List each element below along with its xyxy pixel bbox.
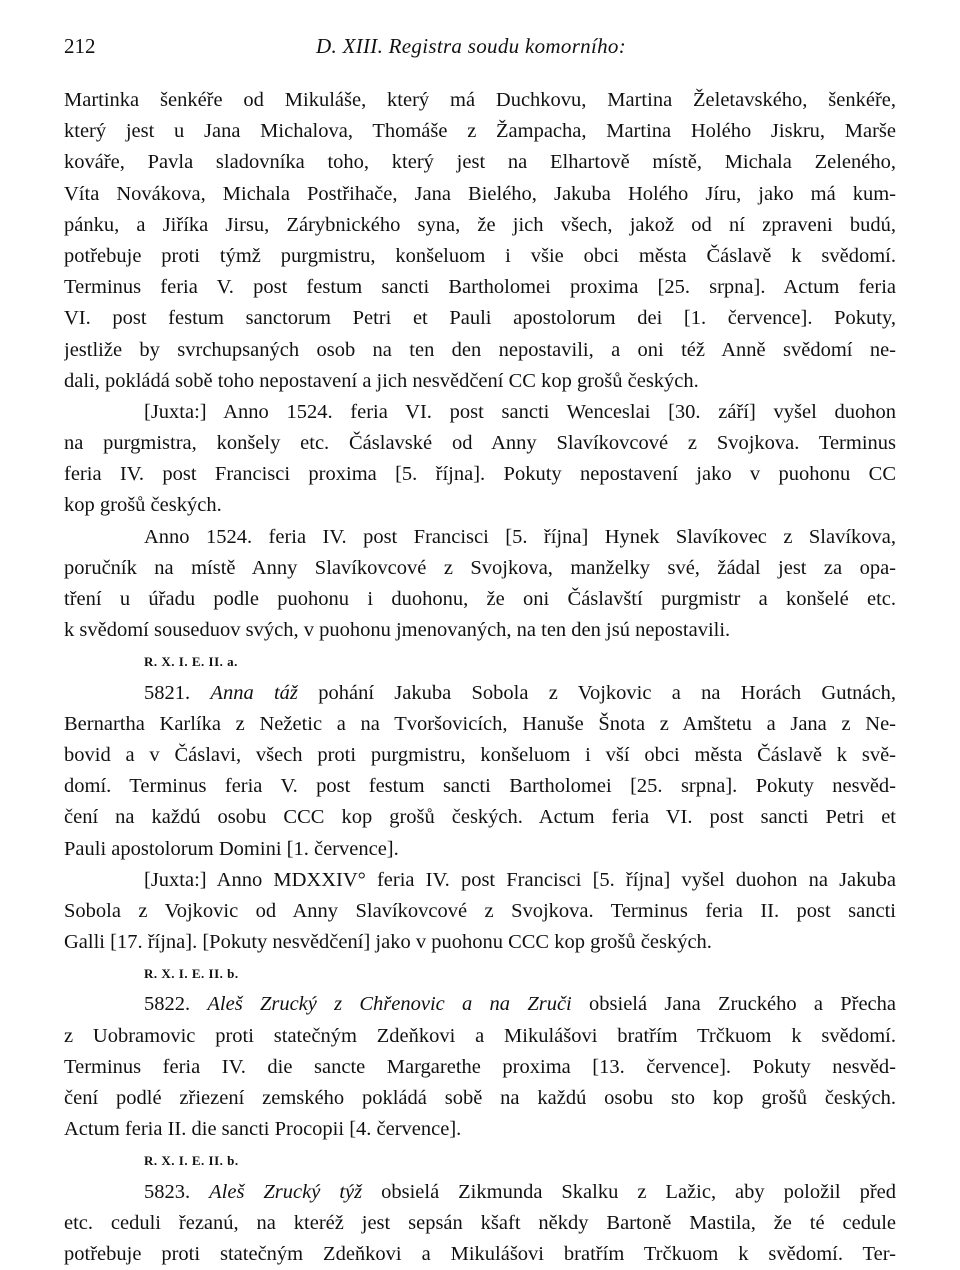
text-line: [Juxta:] Anno 1524. feria VI. post sancti Wenceslai [30. září] vyšel duohon <box>144 400 896 423</box>
page-header <box>64 34 896 66</box>
entry-5823-heading <box>64 1177 896 1208</box>
text-line: Actum feria II. die sancti Procopii [4. července]. <box>64 1118 462 1141</box>
entry-5823-rest: obsielá Zikmunda Skalku z Lažic, aby položil před <box>362 1180 896 1203</box>
text-line: feria IV. post Francisci proxima [5. října]. Pokuty nepostavení jako v puohonu CC <box>64 463 896 486</box>
archive-signature: R. X. I. E. II. b. <box>144 1153 239 1169</box>
text-line: [Juxta:] Anno MDXXIV° feria IV. post Francisci [5. října] vyšel duohon na Jakuba <box>144 868 896 891</box>
text-line: Bernartha Karlíka z Nežetic a na Tvoršovicích, Hanuše Šnota z Amštetu a Jana z Ne- <box>64 712 896 735</box>
text-line: poručník na místě Anny Slavíkovcové z Svojkova, manželky své, žádal jest za opa- <box>64 556 896 579</box>
page-number: 212 <box>64 34 96 58</box>
archive-signature: R. X. I. E. II. b. <box>144 966 239 982</box>
text-line: Martinka šenkéře od Mikuláše, který má Duchkovu, Martina Želetavského, šenkéře, <box>64 89 896 111</box>
text-line: kop grošů českých. <box>64 494 222 517</box>
entry-5823-number: 5823. <box>144 1180 210 1203</box>
text-line: k svědomí souseduov svých, v puohonu jmenovaných, na ten den jsú nepostavili. <box>64 619 731 642</box>
entry-5821-name: Anna táž <box>210 681 298 704</box>
text-line: Terminus feria V. post festum sancti Bartholomei proxima [25. srpna]. Actum feria <box>64 276 896 299</box>
text-line: bovid a v Čáslavi, všech proti purgmistru, konšeluom i vší obci města Čáslavě k svě- <box>64 743 896 766</box>
entry-5822-name: Aleš Zrucký z Chřenovic a na Zruči <box>207 993 572 1016</box>
text-line: potřebuje proti statečným Zdeňkovi a Mikulášovi bratřím Trčkuom k svědomí. Ter- <box>64 1242 896 1265</box>
text-line: čení podlé zřiezení zemského pokládá sobě na každú osobu sto kop grošů českých. <box>64 1087 896 1109</box>
entry-5822-rest: obsielá Jana Zruckého a Přecha <box>571 993 896 1016</box>
text-line: na purgmistra, konšely etc. Čáslavské od Anny Slavíkovcové z Svojkova. Terminus <box>64 432 896 455</box>
text-line: Terminus feria IV. die sancte Margarethe proxima [13. července]. Pokuty nesvěd- <box>64 1055 896 1078</box>
entry-5821-rest: pohání Jakuba Sobola z Vojkovic a na Horách Gutnách, <box>297 681 896 704</box>
entry-5823-name: Aleš Zrucký týž <box>209 1180 363 1203</box>
text-line: kováře, Pavla sladovníka toho, který jest na Elhartově místě, Michala Zeleného, <box>64 151 896 174</box>
entry-5822-number: 5822. <box>144 993 208 1016</box>
entry-5821-number: 5821. <box>144 681 211 704</box>
document-body <box>64 85 896 1270</box>
text-line: Sobola z Vojkovic od Anny Slavíkovcové z Svojkova. Terminus feria II. post sancti <box>64 899 896 922</box>
text-line: jestliže by svrchupsaných osob na ten den nepostavili, a oni též Anně svědomí ne- <box>64 338 896 361</box>
text-line: z Uobramovic proti statečným Zdeňkovi a Mikulášovi bratřím Trčkuom k svědomí. <box>64 1024 896 1047</box>
running-title: D. XIII. Registra soudu komorního: <box>316 34 626 58</box>
text-line: domí. Terminus feria V. post festum sancti Bartholomei [25. srpna]. Pokuty nesvěd- <box>64 775 896 798</box>
text-line: Pauli apostolorum Domini [1. července]. <box>64 837 399 860</box>
archive-signature: R. X. I. E. II. a. <box>144 654 238 670</box>
text-line: Anno 1524. feria IV. post Francisci [5. října] Hynek Slavíkovec z Slavíkova, <box>144 525 896 548</box>
text-line: tření u úřadu podle puohonu i duohonu, že oni Čáslavští purgmistr a konšelé etc. <box>64 588 896 610</box>
text-line: dali, pokládá sobě toho nepostavení a jich nesvědčení CC kop grošů českých. <box>64 369 699 392</box>
text-line: VI. post festum sanctorum Petri et Pauli apostolorum dei [1. července]. Pokuty, <box>64 307 896 330</box>
text-line: který jest u Jana Michalova, Thomáše z Žampacha, Martina Holého Jiskru, Marše <box>64 120 896 143</box>
text-line: pánku, a Jiříka Jirsu, Zárybnického syna, že jich všech, jakož od ní zpraveni budú, <box>64 213 896 236</box>
text-line: Víta Novákova, Michala Postřihače, Jana Bielého, Jakuba Holého Jíru, jako má kum- <box>64 182 896 205</box>
text-line: etc. ceduli řezanú, na kteréž jest sepsán kšaft někdy Bartoně Mastila, že té cedule <box>64 1211 896 1234</box>
entry-5821-heading <box>64 678 896 709</box>
text-line: Galli [17. října]. [Pokuty nesvědčení] jako v puohonu CCC kop grošů českých. <box>64 931 712 954</box>
text-line: potřebuje proti týmž purgmistru, konšeluom i všie obci města Čáslavě k svědomí. <box>64 244 896 267</box>
text-line: čení na každú osobu CCC kop grošů českých. Actum feria VI. post sancti Petri et <box>64 806 896 829</box>
entry-5822-heading <box>64 989 896 1020</box>
